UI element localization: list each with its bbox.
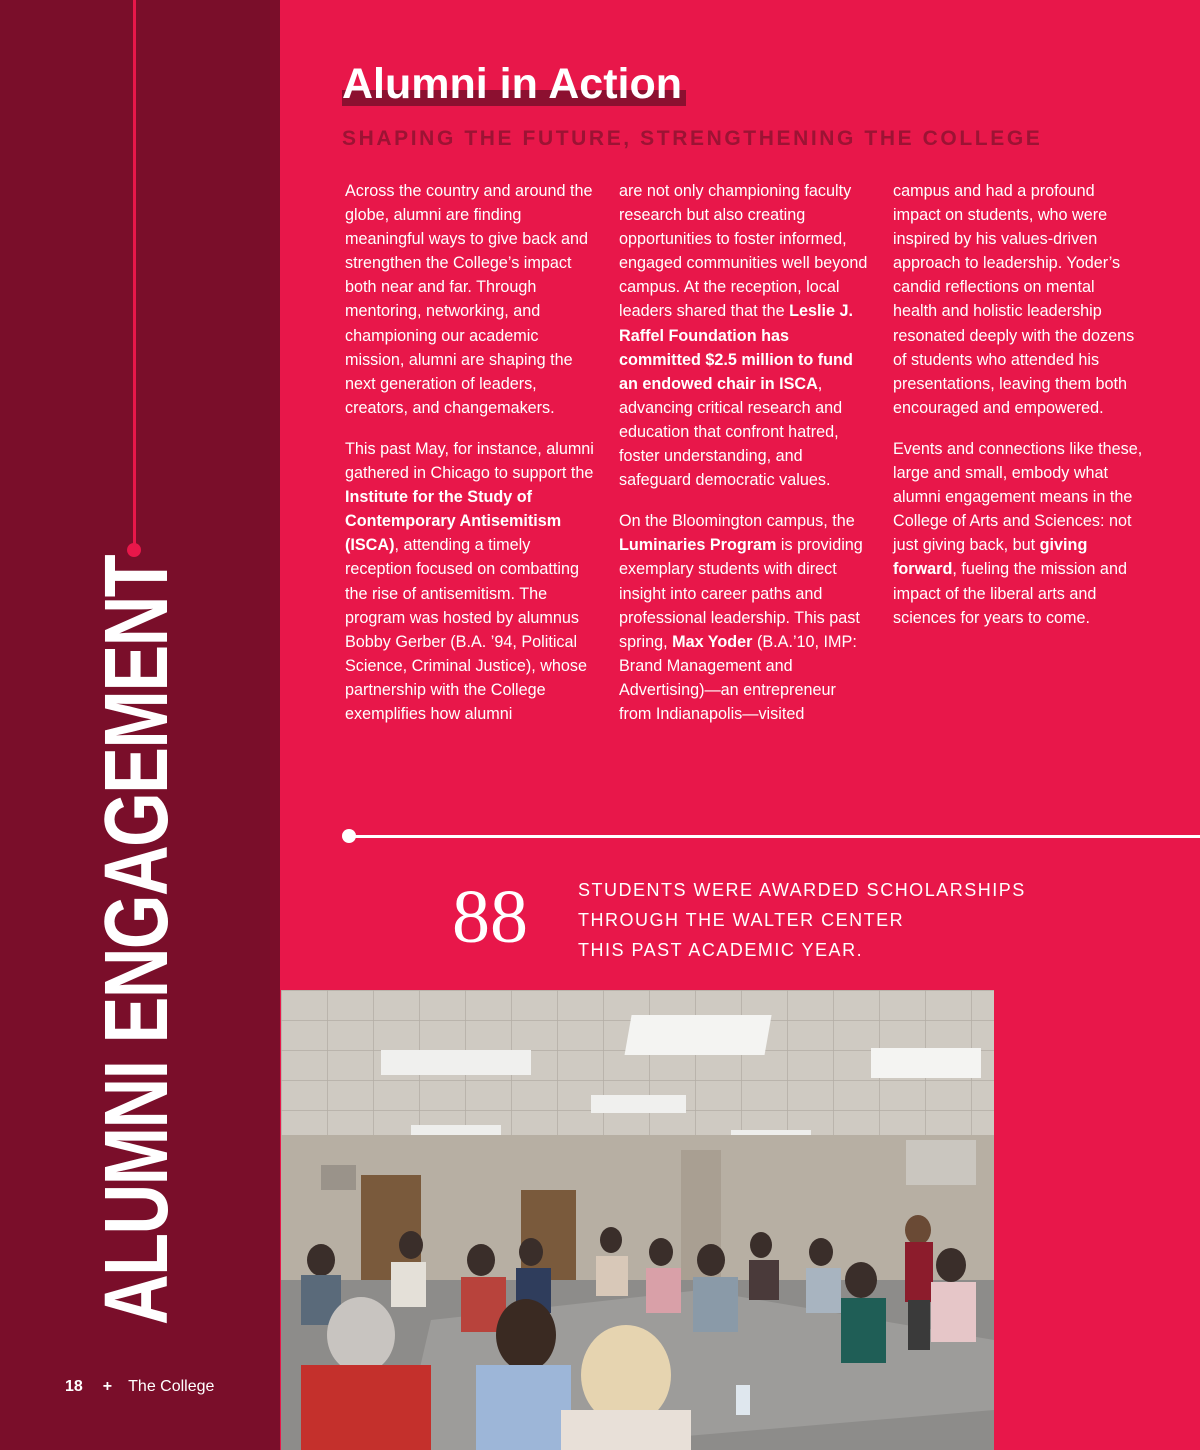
bold-text: Institute for the Study of Contemporary Antisemitism (ISCA): [345, 488, 562, 555]
bold-text: giving forward: [893, 536, 1088, 579]
section-title: ALUMNI ENGAGEMENT: [87, 555, 187, 1325]
bold-text: Leslie J. Raffel Foundation has committed $2.5 million to fund an endowed chair in ISCA: [619, 302, 853, 393]
text-run: On the Bloomington campus, the: [619, 512, 855, 531]
sidebar: [0, 0, 280, 1450]
text-run: , fueling the mission and impact of the liberal arts and sciences for years to come.: [893, 560, 1127, 627]
text-run: is providing exemplary students with direct insight into career paths and professional leadership. This past spring,: [619, 536, 863, 651]
sidebar-rule-dot: [127, 543, 141, 557]
stat-line: THIS PAST ACADEMIC YEAR.: [578, 940, 864, 960]
text-run: (B.A.’10, IMP: Brand Management and Advertising)—an entrepreneur from Indianapolis—visited: [619, 632, 857, 723]
stat-line: STUDENTS WERE AWARDED SCHOLARSHIPS: [578, 880, 1026, 900]
page-footer: [65, 1378, 214, 1396]
sidebar-vertical-rule: [133, 0, 136, 545]
paragraph: [893, 437, 1143, 630]
text-run: Events and connections like these, large and small, embody what alumni engagement means in the College of Arts and Sciences: not just giving back, but: [893, 439, 1143, 555]
article-subtitle: SHAPING THE FUTURE, STRENGTHENING THE COLLEGE: [342, 127, 1043, 150]
article-title: Alumni in Action: [342, 58, 686, 110]
text-run: , attending a timely reception focused on combatting the rise of antisemitism. The program was hosted by alumnus Bobby Gerber (B.A. ’94, Political Science, Criminal Justice), whose partnership with the College exemplifies how alumni: [345, 536, 587, 723]
paragraph: [619, 509, 869, 726]
text-column-3: [893, 179, 1143, 647]
classroom-photo-illustration: [281, 990, 994, 1450]
text-column-1: [345, 179, 595, 743]
article-heading: [342, 58, 686, 110]
text-run: are not only championing faculty research but also creating opportunities to foster informed, engaged communities well beyond campus. At the reception, local leaders shared that the: [619, 182, 868, 321]
publication-name: The College: [128, 1378, 215, 1395]
horizontal-divider: [348, 835, 1200, 838]
paragraph: campus and had a profound impact on students, who were inspired by his values-driven approach to leadership. Yoder’s candid reflections on mental health and holistic leadership resonated deeply with the dozens of students who attended his presentations, leaving them both encouraged and empowered.: [893, 182, 1135, 417]
classroom-photo: [281, 990, 994, 1450]
text-run: , advancing critical research and education that confront hatred, foster understanding, and safeguard democratic values.: [619, 374, 843, 490]
text-column-2: [619, 179, 869, 743]
paragraph: Across the country and around the globe, alumni are finding meaningful ways to give back and strengthen the College’s impact both near and far. Through mentoring, networking, and championing our academic mission, alumni are shaping the next generation of leaders, creators, and changemakers.: [345, 182, 593, 417]
bold-text: Max Yoder: [672, 632, 753, 651]
page-number: 18: [65, 1378, 83, 1395]
bold-text: Luminaries Program: [619, 536, 777, 555]
text-run: This past May, for instance, alumni gathered in Chicago to support the: [345, 439, 594, 483]
stat-line: THROUGH THE WALTER CENTER: [578, 910, 905, 930]
plus-separator: +: [102, 1378, 113, 1395]
stat-description: [578, 875, 1026, 965]
paragraph: [345, 437, 595, 726]
stat-number: 88: [452, 875, 528, 959]
paragraph: [619, 179, 869, 492]
